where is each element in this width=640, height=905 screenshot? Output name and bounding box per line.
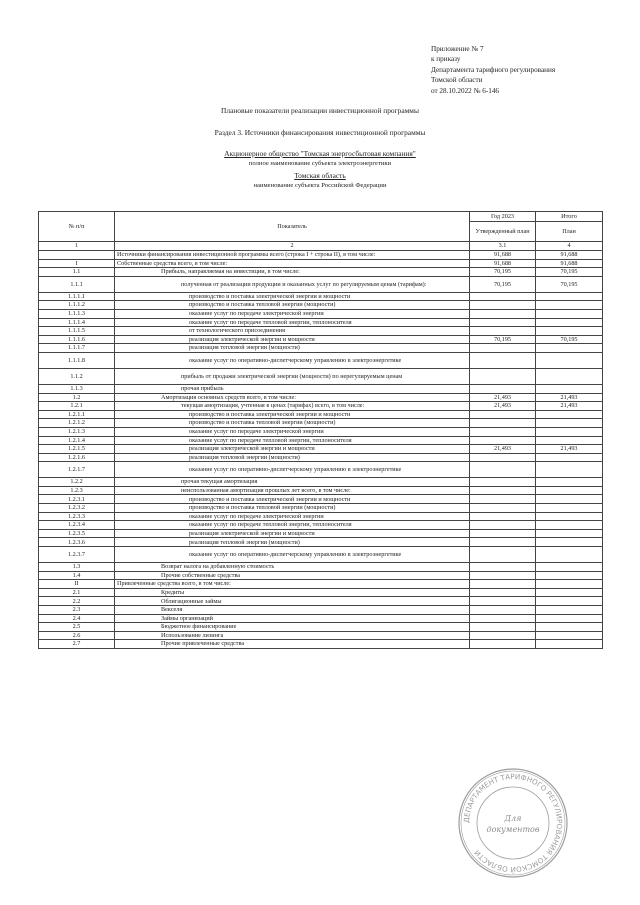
row-approved-plan-value: 91,688: [470, 251, 536, 260]
row-total-plan-value: 21,493: [536, 393, 603, 402]
row-total-plan-value: [536, 580, 603, 589]
row-approved-plan-value: [470, 547, 536, 563]
row-indicator: производство и поставка тепловой энергии (мощности): [115, 504, 470, 513]
row-indicator: Облигационные займы: [115, 597, 470, 606]
row-total-plan-value: [536, 640, 603, 649]
row-indicator: реализация тепловой энергии (мощности): [115, 344, 470, 353]
table-row: [39, 445, 603, 454]
section-title: Раздел 3. Источники финансирования инвестиционной программы: [214, 128, 426, 137]
financing-table: [38, 211, 603, 649]
row-total-plan-value: [536, 327, 603, 336]
official-stamp: [456, 766, 570, 880]
header-num: № п/п: [39, 212, 115, 242]
header-approved-plan: Утвержденный план: [470, 222, 536, 242]
row-number: 2.6: [39, 631, 115, 640]
row-number: 2.5: [39, 623, 115, 632]
row-total-plan-value: [536, 588, 603, 597]
table-row: [39, 478, 603, 487]
row-total-plan-value: [536, 521, 603, 530]
row-number: 1.1.1.5: [39, 327, 115, 336]
row-total-plan-value: [536, 563, 603, 572]
row-approved-plan-value: [470, 453, 536, 462]
region-caption: наименование субъекта Российской Федерации: [253, 181, 387, 189]
table-row: [39, 251, 603, 260]
row-approved-plan-value: [470, 597, 536, 606]
row-approved-plan-value: [470, 512, 536, 521]
row-number: 1.1.1.2: [39, 301, 115, 310]
row-approved-plan-value: 21,493: [470, 445, 536, 454]
row-approved-plan-value: 21,493: [470, 402, 536, 411]
row-approved-plan-value: [470, 368, 536, 384]
row-number: 2.4: [39, 614, 115, 623]
row-approved-plan-value: 70,195: [470, 276, 536, 292]
row-number: 1.2.3.5: [39, 529, 115, 538]
table-row: [39, 368, 603, 384]
row-total-plan-value: [536, 538, 603, 547]
index-indicator: 2: [115, 242, 470, 251]
table-row: [39, 606, 603, 615]
row-approved-plan-value: [470, 344, 536, 353]
row-number: 1.2.1: [39, 402, 115, 411]
row-indicator: реализация электрической энергии и мощности: [115, 335, 470, 344]
row-number: 1.1.1.4: [39, 318, 115, 327]
table-row: [39, 327, 603, 336]
row-indicator: Займы организаций: [115, 614, 470, 623]
row-approved-plan-value: [470, 529, 536, 538]
table-row: [39, 571, 603, 580]
table-row: [39, 631, 603, 640]
row-indicator: производство и поставка тепловой энергии (мощности): [115, 419, 470, 428]
row-indicator: Возврат налога на добавленную стоимость: [115, 563, 470, 572]
table-row: [39, 268, 603, 277]
row-total-plan-value: [536, 292, 603, 301]
table-row: [39, 563, 603, 572]
row-number: 1.1.1.1: [39, 292, 115, 301]
stamp-center-line2: документов: [486, 825, 540, 834]
table-row: [39, 504, 603, 513]
table-row: [39, 521, 603, 530]
organization-name: Акционерное общество "Томская энергосбытовая компания": [224, 149, 416, 158]
row-number: 1.2: [39, 393, 115, 402]
row-indicator: реализация тепловой энергии (мощности): [115, 453, 470, 462]
row-approved-plan-value: [470, 318, 536, 327]
row-indicator: оказание услуг по передаче тепловой энергии, теплоносителя: [115, 318, 470, 327]
table-row: [39, 427, 603, 436]
row-approved-plan-value: [470, 504, 536, 513]
table-row: [39, 352, 603, 368]
row-number: 1.2.3.6: [39, 538, 115, 547]
row-total-plan-value: [536, 352, 603, 368]
row-number: 1.1.3: [39, 384, 115, 393]
row-approved-plan-value: [470, 427, 536, 436]
row-total-plan-value: 21,493: [536, 402, 603, 411]
row-indicator: Источники финансирования инвестиционной программы всего (строка I + строка II), в том числе:: [115, 251, 470, 260]
row-number: 1.3: [39, 563, 115, 572]
row-approved-plan-value: [470, 436, 536, 445]
row-total-plan-value: [536, 462, 603, 478]
row-approved-plan-value: [470, 419, 536, 428]
row-indicator: реализация электрической энергии и мощности: [115, 445, 470, 454]
table-row: [39, 259, 603, 268]
financing-table-body: [39, 212, 603, 649]
table-row: [39, 495, 603, 504]
row-indicator: производство и поставка электрической энергии и мощности: [115, 292, 470, 301]
row-approved-plan-value: [470, 462, 536, 478]
index-total: 4: [536, 242, 603, 251]
row-approved-plan-value: [470, 538, 536, 547]
row-indicator: реализация тепловой энергии (мощности): [115, 538, 470, 547]
appendix-block: [431, 44, 555, 96]
table-row: [39, 547, 603, 563]
row-indicator: Векселя: [115, 606, 470, 615]
header-plan: План: [536, 222, 603, 242]
table-row: [39, 335, 603, 344]
row-number: 1.2.1.1: [39, 410, 115, 419]
table-row: [39, 410, 603, 419]
table-index-row: [39, 242, 603, 251]
row-total-plan-value: [536, 453, 603, 462]
table-row: [39, 393, 603, 402]
row-indicator: оказание услуг по передаче электрической энергии: [115, 512, 470, 521]
row-approved-plan-value: [470, 478, 536, 487]
row-number: II: [39, 580, 115, 589]
table-row: [39, 538, 603, 547]
row-indicator: Собственные средства всего, в том числе:: [115, 259, 470, 268]
row-total-plan-value: [536, 631, 603, 640]
row-number: 1.2.1.2: [39, 419, 115, 428]
row-number: 2.2: [39, 597, 115, 606]
row-approved-plan-value: [470, 486, 536, 495]
row-total-plan-value: [536, 410, 603, 419]
row-number: 1.2.1.4: [39, 436, 115, 445]
row-number: 2.3: [39, 606, 115, 615]
row-total-plan-value: 91,688: [536, 251, 603, 260]
row-total-plan-value: [536, 427, 603, 436]
row-indicator: текущая амортизация, учтенная в ценах (тарифах) всего, в том числе:: [115, 402, 470, 411]
row-number: 1.2.2: [39, 478, 115, 487]
row-indicator: оказание услуг по передаче тепловой энергии, теплоносителя: [115, 436, 470, 445]
row-indicator: оказание услуг по передаче тепловой энергии, теплоносителя: [115, 521, 470, 530]
table-row: [39, 597, 603, 606]
row-total-plan-value: [536, 368, 603, 384]
row-indicator: неиспользованная амортизация прошлых лет всего, в том числе:: [115, 486, 470, 495]
row-indicator: Кредиты: [115, 588, 470, 597]
row-indicator: производство и поставка тепловой энергии (мощности): [115, 301, 470, 310]
row-total-plan-value: [536, 606, 603, 615]
table-row: [39, 453, 603, 462]
row-indicator: полученная от реализации продукции и оказанных услуг по регулируемым ценам (тарифам):: [115, 276, 470, 292]
row-indicator: Бюджетное финансирование: [115, 623, 470, 632]
table-row: [39, 588, 603, 597]
appendix-line: Департамента тарифного регулирования: [431, 65, 556, 74]
row-approved-plan-value: [470, 623, 536, 632]
appendix-line: к приказу: [431, 55, 461, 64]
table-row: [39, 318, 603, 327]
row-approved-plan-value: [470, 640, 536, 649]
table-row: [39, 301, 603, 310]
index-num: 1: [39, 242, 115, 251]
row-number: 1.2.3.1: [39, 495, 115, 504]
row-approved-plan-value: [470, 588, 536, 597]
row-approved-plan-value: 70,195: [470, 335, 536, 344]
row-total-plan-value: [536, 478, 603, 487]
row-number: [39, 251, 115, 260]
stamp-ring-text: ДЕПАРТАМЕНТ ТАРИФНОГО РЕГУЛИРОВАНИЯ ТОМСКОЙ ОБЛАСТИ: [461, 771, 565, 875]
table-row: [39, 512, 603, 521]
header-year: Год 2023: [470, 212, 536, 222]
row-approved-plan-value: [470, 327, 536, 336]
row-number: 1.1.1: [39, 276, 115, 292]
row-indicator: Использование лизинга: [115, 631, 470, 640]
row-indicator: Привлеченные средства всего, в том числе:: [115, 580, 470, 589]
row-total-plan-value: [536, 486, 603, 495]
row-total-plan-value: [536, 309, 603, 318]
row-approved-plan-value: [470, 495, 536, 504]
row-total-plan-value: [536, 512, 603, 521]
table-row: [39, 402, 603, 411]
organization-block: [0, 149, 640, 168]
table-row: [39, 309, 603, 318]
table-row: [39, 614, 603, 623]
row-number: 2.1: [39, 588, 115, 597]
row-indicator: оказание услуг по оперативно-диспетчерскому управлению в электроэнергетике: [115, 352, 470, 368]
table-row: [39, 529, 603, 538]
header-indicator: Показатель: [115, 212, 470, 242]
row-total-plan-value: 70,195: [536, 335, 603, 344]
row-number: 1.1: [39, 268, 115, 277]
table-row: [39, 419, 603, 428]
row-indicator: прочая прибыль: [115, 384, 470, 393]
row-number: 2.7: [39, 640, 115, 649]
row-total-plan-value: [536, 384, 603, 393]
row-approved-plan-value: 21,493: [470, 393, 536, 402]
row-number: 1.2.1.7: [39, 462, 115, 478]
row-total-plan-value: [536, 571, 603, 580]
row-number: 1.2.1.5: [39, 445, 115, 454]
row-indicator: прибыль от продажи электрической энергии (мощности) по нерегулируемым ценам: [115, 368, 470, 384]
row-indicator: производство и поставка электрической энергии и мощности: [115, 495, 470, 504]
header-total: Итого: [536, 212, 603, 222]
row-total-plan-value: 91,688: [536, 259, 603, 268]
row-approved-plan-value: [470, 521, 536, 530]
table-row: [39, 276, 603, 292]
row-approved-plan-value: [470, 292, 536, 301]
row-approved-plan-value: [470, 580, 536, 589]
row-approved-plan-value: [470, 606, 536, 615]
row-total-plan-value: [536, 344, 603, 353]
appendix-line: Томской области: [431, 76, 483, 85]
row-total-plan-value: [536, 504, 603, 513]
row-approved-plan-value: [470, 614, 536, 623]
row-total-plan-value: [536, 495, 603, 504]
row-indicator: производство и поставка электрической энергии и мощности: [115, 410, 470, 419]
row-approved-plan-value: [470, 410, 536, 419]
row-approved-plan-value: 70,195: [470, 268, 536, 277]
row-number: 1.1.2: [39, 368, 115, 384]
row-number: I: [39, 259, 115, 268]
row-indicator: Амортизация основных средств всего, в том числе:: [115, 393, 470, 402]
row-total-plan-value: [536, 547, 603, 563]
stamp-center-line1: Для: [504, 814, 522, 823]
organization-caption: полное наименование субъекта электроэнергетики: [248, 159, 392, 167]
row-indicator: прочая текущая амортизация: [115, 478, 470, 487]
table-row: [39, 436, 603, 445]
row-number: 1.1.1.3: [39, 309, 115, 318]
region-name: Томская область: [294, 171, 346, 180]
row-total-plan-value: [536, 436, 603, 445]
row-number: 1.2.3.4: [39, 521, 115, 530]
row-total-plan-value: 70,195: [536, 276, 603, 292]
row-indicator: оказание услуг по передаче электрической энергии: [115, 427, 470, 436]
row-number: 1.2.3: [39, 486, 115, 495]
row-number: 1.2.1.6: [39, 453, 115, 462]
row-number: 1.2.3.7: [39, 547, 115, 563]
row-total-plan-value: [536, 623, 603, 632]
row-approved-plan-value: 91,688: [470, 259, 536, 268]
row-total-plan-value: [536, 301, 603, 310]
row-total-plan-value: 70,195: [536, 268, 603, 277]
table-row: [39, 623, 603, 632]
row-total-plan-value: [536, 318, 603, 327]
row-total-plan-value: [536, 614, 603, 623]
row-number: 1.1.1.8: [39, 352, 115, 368]
appendix-line: от 28.10.2022 № 6-146: [431, 86, 500, 95]
row-indicator: реализация электрической энергии и мощности: [115, 529, 470, 538]
row-approved-plan-value: [470, 631, 536, 640]
row-number: 1.2.3.2: [39, 504, 115, 513]
row-number: 1.2.3.3: [39, 512, 115, 521]
row-total-plan-value: [536, 597, 603, 606]
table-header-row: [39, 212, 603, 222]
row-indicator: оказание услуг по оперативно-диспетчерскому управлению в электроэнергетике: [115, 462, 470, 478]
row-approved-plan-value: [470, 301, 536, 310]
row-indicator: Прочие привлеченные средства: [115, 640, 470, 649]
index-year: 3.1: [470, 242, 536, 251]
row-total-plan-value: 21,493: [536, 445, 603, 454]
appendix-line: Приложение № 7: [431, 45, 484, 53]
row-indicator: Прочие собственные средства: [115, 571, 470, 580]
row-approved-plan-value: [470, 563, 536, 572]
table-row: [39, 344, 603, 353]
row-number: 1.1.1.6: [39, 335, 115, 344]
table-row: [39, 486, 603, 495]
row-indicator: Прибыль, направляемая на инвестиции, в том числе:: [115, 268, 470, 277]
row-approved-plan-value: [470, 384, 536, 393]
document-title: Плановые показатели реализации инвестиционной программы: [221, 106, 419, 115]
row-approved-plan-value: [470, 571, 536, 580]
table-row: [39, 580, 603, 589]
row-total-plan-value: [536, 419, 603, 428]
table-row: [39, 462, 603, 478]
row-approved-plan-value: [470, 352, 536, 368]
table-row: [39, 292, 603, 301]
row-number: 1.2.1.3: [39, 427, 115, 436]
row-approved-plan-value: [470, 309, 536, 318]
row-number: 1.4: [39, 571, 115, 580]
row-indicator: оказание услуг по передаче электрической энергии: [115, 309, 470, 318]
row-total-plan-value: [536, 529, 603, 538]
row-indicator: от технологического присоединения: [115, 327, 470, 336]
row-number: 1.1.1.7: [39, 344, 115, 353]
region-block: [0, 171, 640, 190]
table-row: [39, 640, 603, 649]
row-indicator: оказание услуг по оперативно-диспетчерскому управлению в электроэнергетике: [115, 547, 470, 563]
table-row: [39, 384, 603, 393]
